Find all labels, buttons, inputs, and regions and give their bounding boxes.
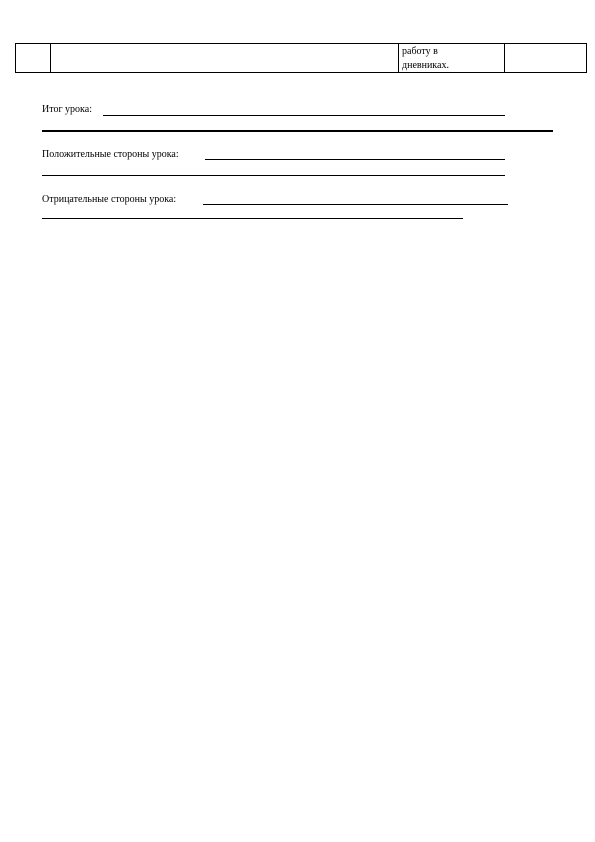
positive-label: Положительные стороны урока: [42, 149, 179, 160]
negative-fill-line [203, 204, 508, 205]
cell-text-line-2: дневниках. [402, 60, 449, 71]
table-cell-number [16, 44, 51, 73]
positive-fill-line [205, 159, 505, 160]
cell-text-line-1: работу в [402, 46, 438, 57]
summary-fill-line [103, 115, 505, 116]
table-cell-notes [505, 44, 587, 73]
summary-second-line [42, 130, 553, 132]
cell-text [402, 45, 504, 72]
table-row [16, 44, 587, 73]
table-cell-content [51, 44, 399, 73]
positive-second-line [42, 175, 505, 176]
summary-label: Итог урока: [42, 104, 92, 115]
negative-label: Отрицательные стороны урока: [42, 194, 177, 205]
negative-second-line [42, 218, 463, 219]
table-cell-activity [399, 44, 505, 73]
lesson-table-fragment [15, 43, 587, 73]
